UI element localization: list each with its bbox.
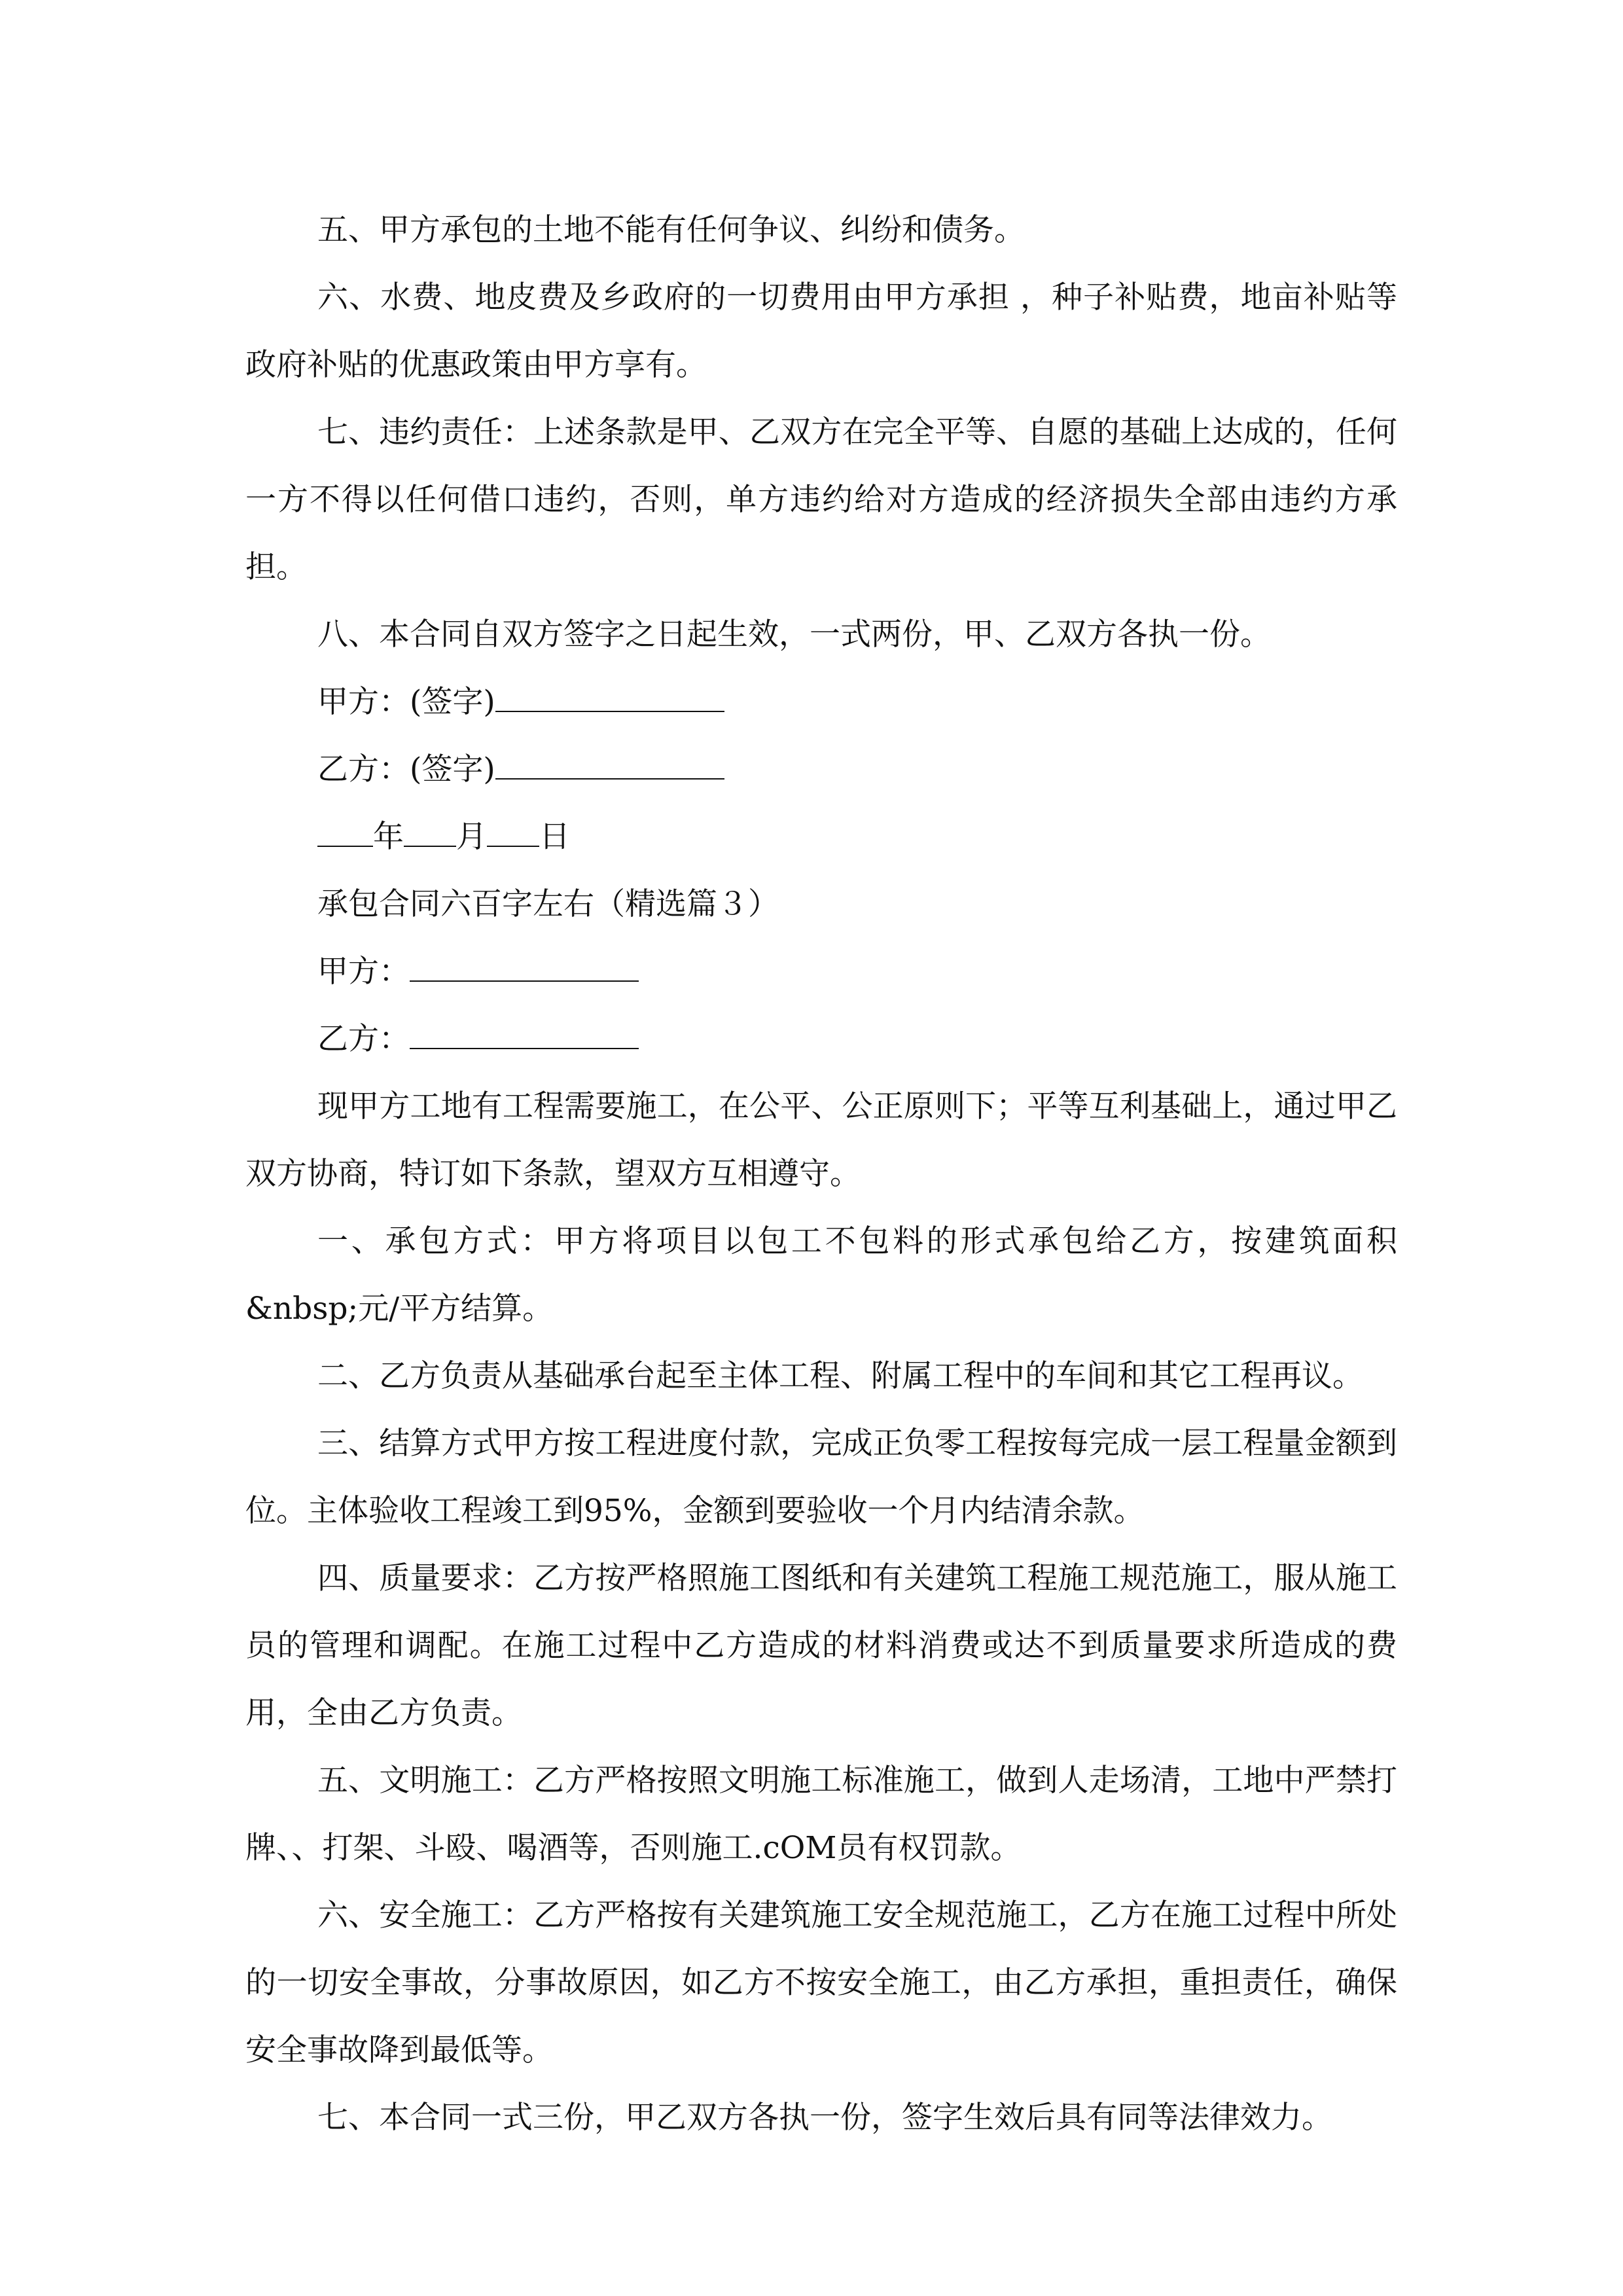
party-a-label: 甲方： [317, 954, 410, 990]
clause-one-method: 一、承包方式：甲方将项目以包工不包料的形式承包给乙方，按建筑面积&nbsp;元/平方结算。 [245, 1223, 1397, 1327]
party-b-label: 乙方： [317, 1021, 410, 1057]
party-a-blank [410, 954, 639, 982]
signature-party-a-blank [495, 685, 724, 712]
date-month-label: 月 [456, 819, 487, 855]
date-day-blank [487, 819, 539, 847]
clause-three-settlement: 三、结算方式甲方按工程进度付款，完成正负零工程按每完成一层工程量金额到位。主体验收工程竣工到95%，金额到要验收一个月内结清余款。 [245, 1426, 1397, 1529]
party-b-line [245, 1005, 1397, 1073]
signature-date [245, 803, 1397, 870]
clause-eight-effective: 八、本合同自双方签字之日起生效，一式两份，甲、乙双方各执一份。 [317, 617, 1271, 653]
document-body [245, 196, 1397, 2151]
signature-party-a [245, 668, 1397, 736]
signature-party-b [245, 736, 1397, 803]
signature-party-a-label: 甲方：(签字) [317, 684, 495, 720]
intro-paragraph: 现甲方工地有工程需要施工，在公平、公正原则下；平等互利基础上，通过甲乙双方协商，特订如下条款，望双方互相遵守。 [245, 1088, 1397, 1192]
clause-seven-liability: 七、违约责任：上述条款是甲、乙双方在完全平等、自愿的基础上达成的，任何一方不得以任何借口违约，否则，单方违约给对方造成的经济损失全部由违约方承担。 [245, 414, 1397, 585]
clause-seven-copies: 七、本合同一式三份，甲乙双方各执一份，签字生效后具有同等法律效力。 [317, 2100, 1332, 2136]
section-title: 承包合同六百字左右（精选篇３） [317, 886, 779, 922]
clause-five-land: 五、甲方承包的土地不能有任何争议、纠纷和债务。 [317, 212, 1025, 248]
signature-party-b-blank [495, 752, 724, 780]
clause-two-scope: 二、乙方负责从基础承台起至主体工程、附属工程中的车间和其它工程再议。 [317, 1358, 1363, 1394]
party-b-blank [410, 1022, 639, 1049]
date-day-label: 日 [539, 819, 570, 855]
clause-six-fees: 六、水费、地皮费及乡政府的一切费用由甲方承担 ，种子补贴费，地亩补贴等政府补贴的优惠政策由甲方享有。 [245, 279, 1397, 383]
clause-four-quality: 四、质量要求：乙方按严格照施工图纸和有关建筑工程施工规范施工，服从施工员的管理和调配。在施工过程中乙方造成的材料消费或达不到质量要求所造成的费用，全由乙方负责。 [245, 1560, 1397, 1731]
date-year-blank [317, 819, 373, 847]
clause-five-civilized: 五、文明施工：乙方严格按照文明施工标准施工，做到人走场清，工地中严禁打牌、、打架、斗殴、喝酒等，否则施工.cOM员有权罚款。 [245, 1763, 1397, 1866]
clause-six-safety: 六、安全施工：乙方严格按有关建筑施工安全规范施工，乙方在施工过程中所处的一切安全事故，分事故原因，如乙方不按安全施工，由乙方承担，重担责任，确保安全事故降到最低等。 [245, 1897, 1397, 2068]
signature-party-b-label: 乙方：(签字) [317, 751, 495, 787]
date-year-label: 年 [373, 819, 404, 855]
party-a-line [245, 938, 1397, 1005]
date-month-blank [404, 819, 456, 847]
